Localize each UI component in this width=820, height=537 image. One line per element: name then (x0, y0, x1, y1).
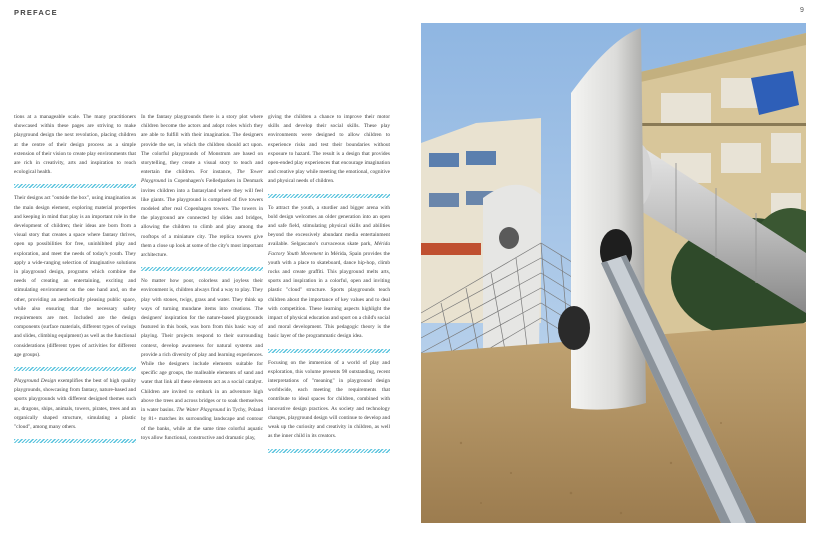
section-divider (14, 367, 136, 371)
section-divider (268, 449, 390, 453)
project-title: The Water Playground (176, 407, 226, 414)
text-column-1 (14, 113, 136, 449)
paragraph: tions at a manageable scale. The many practitioners showcased within these pages are striving to make playground design the next revolution, placing children at the centre of their design process as a simple extension of their vision to create play environments that are rich in creativity, arts and inspiration to reach ecological health. (14, 114, 136, 176)
paragraph (141, 113, 263, 260)
paragraph (14, 377, 136, 432)
paragraph (268, 204, 390, 342)
paragraph-text: To attract the youth, a sturdier and bigger arena with bold design welcomes an older generation into an open and safe field, stimulating physical skills and abilities beyond the excessively abundant media entertainment available. Selgascano's curvaceous skate park, (268, 204, 390, 248)
book-title: Playground Design (14, 378, 57, 385)
page-number: 9 (800, 7, 804, 14)
section-divider (14, 184, 136, 188)
paragraph: Focusing on the immersion of a world of play and exploration, this volume presents 98 outstanding, recent interpretations of "meaning" in playground design worldwide, each meeting the requirements that contribute to ideal spaces for children, combined with innovative design practices. As society and technology changes, playground design will continue to develop and weak up the curiosity and creativity in children, as well as the inner child in its creators. (268, 359, 390, 440)
text-column-3 (268, 113, 390, 459)
section-divider (268, 349, 390, 353)
paragraph-text: exemplifies the best of high quality playgrounds, showcasing from fantasy, nature-based and sports playgrounds with different designed themes such as, dragons, ships, animals, towers, pirates, trees and an organically shaped structure, simulating a plastic "cloud", among many others. (14, 378, 136, 431)
paragraph-text: in Mérida, Spain provides the youth with a place to skateboard, dance hip-hop, climb rocks and create graffiti. This playground melts arts, sports and inspiration in a colorful, open and inviting plastic "cloud" structure. Sports playgrounds teach children about the importance of key values and to deal with competition. These learning aspects highlight the impact of physical education and sport on a child's social and moral development. This pedagogic theory is the basic layer of the programmatic design idea. (268, 250, 390, 340)
paragraph: giving the children a chance to improve their motor skills and develop their social skills. These play environments were designed to allow children to experience risks and test their boundaries without exposure to hazard. The result is a design that provides open-ended play experiences that encourage imagination and creative play while meeting the emotional, cognitive and physical needs of children. (268, 114, 390, 185)
paragraph (141, 277, 263, 443)
section-divider (14, 439, 136, 443)
paragraph: Their designs act "outside the box", using imagination as the main design element, exploring material properties and keeping in mind that play is an important role in the development of children; their ideas are born from a visual story that creates a space where fantasy thrives, open up possibilities for free, uninhibited play and exploration, and meet the needs of today's youth. They apply a wide-ranging selection of imaginative solutions in playground design, programs which combine the needs of creating an entertaining, exciting and stimulating environment on the one hand and, on the other, providing an aesthetically pleasing public space, while also ensuring that the necessary safety requirements are met. Included are the design components (surface materials, different types of swings and slides, climbing equipment) as well as the functional considerations (different types of activities for different age groups). (14, 195, 136, 358)
project-title: The Tower Playground (141, 169, 263, 185)
section-divider (268, 194, 390, 198)
paragraph-text: No matter how poor, colorless and joyless their environment is, children always find a way to play. They play with stones, twigs, grass and water. They think up ways of turning mundane items into creations. The designers' inspiration for the nature-based playgrounds featured in this book, was born from this basic way of playing. Their projects respond to their surrounding context, develop awareness for natural systems and provide a rich diversity of play and learning experiences. While the designers include elements suitable for specific age groups, the malleable elements of sand and water that link all these elements act as a social catalyst. Children are invited to embark in an adventure high above the trees and across bridges or to soak themselves in water basins. (141, 278, 263, 414)
section-divider (141, 267, 263, 271)
text-column-2 (141, 113, 263, 443)
paragraph-text: In the fantasy playgrounds there is a story plot where children become the actors and adopt roles which they are able to fulfill with their imagination. The designers provide the set, in which the children should act upon. The colorful playgrounds of Monstrum are based on storytelling, they create a visual story to teach and entertain the children. For instance, (141, 114, 263, 176)
paragraph-text: in Copenhagen's Fælledparken in Denmark invites children into a fantasyland where they will feel like giants. The playground is comprised of five towers modeled after real Copenhagen towers. The towers in the playground are connected by slides and bridges, allowing the children to climb and play among the rooftops of a miniature city. The replica towers give them a close up look at some of the city's most important architecture. (141, 178, 263, 259)
project-title: Mérida Factory Youth Movement (268, 241, 390, 257)
running-header: PREFACE (14, 8, 58, 17)
paragraph-text: in Tychy, Poland by 81+ matches its surrounding landscape and contour of the banks, while at the same time colorful aquatic toys allow functional, constructive and dramatic play, (141, 407, 263, 441)
playground-illustration (421, 23, 806, 523)
playground-photo (421, 23, 806, 523)
